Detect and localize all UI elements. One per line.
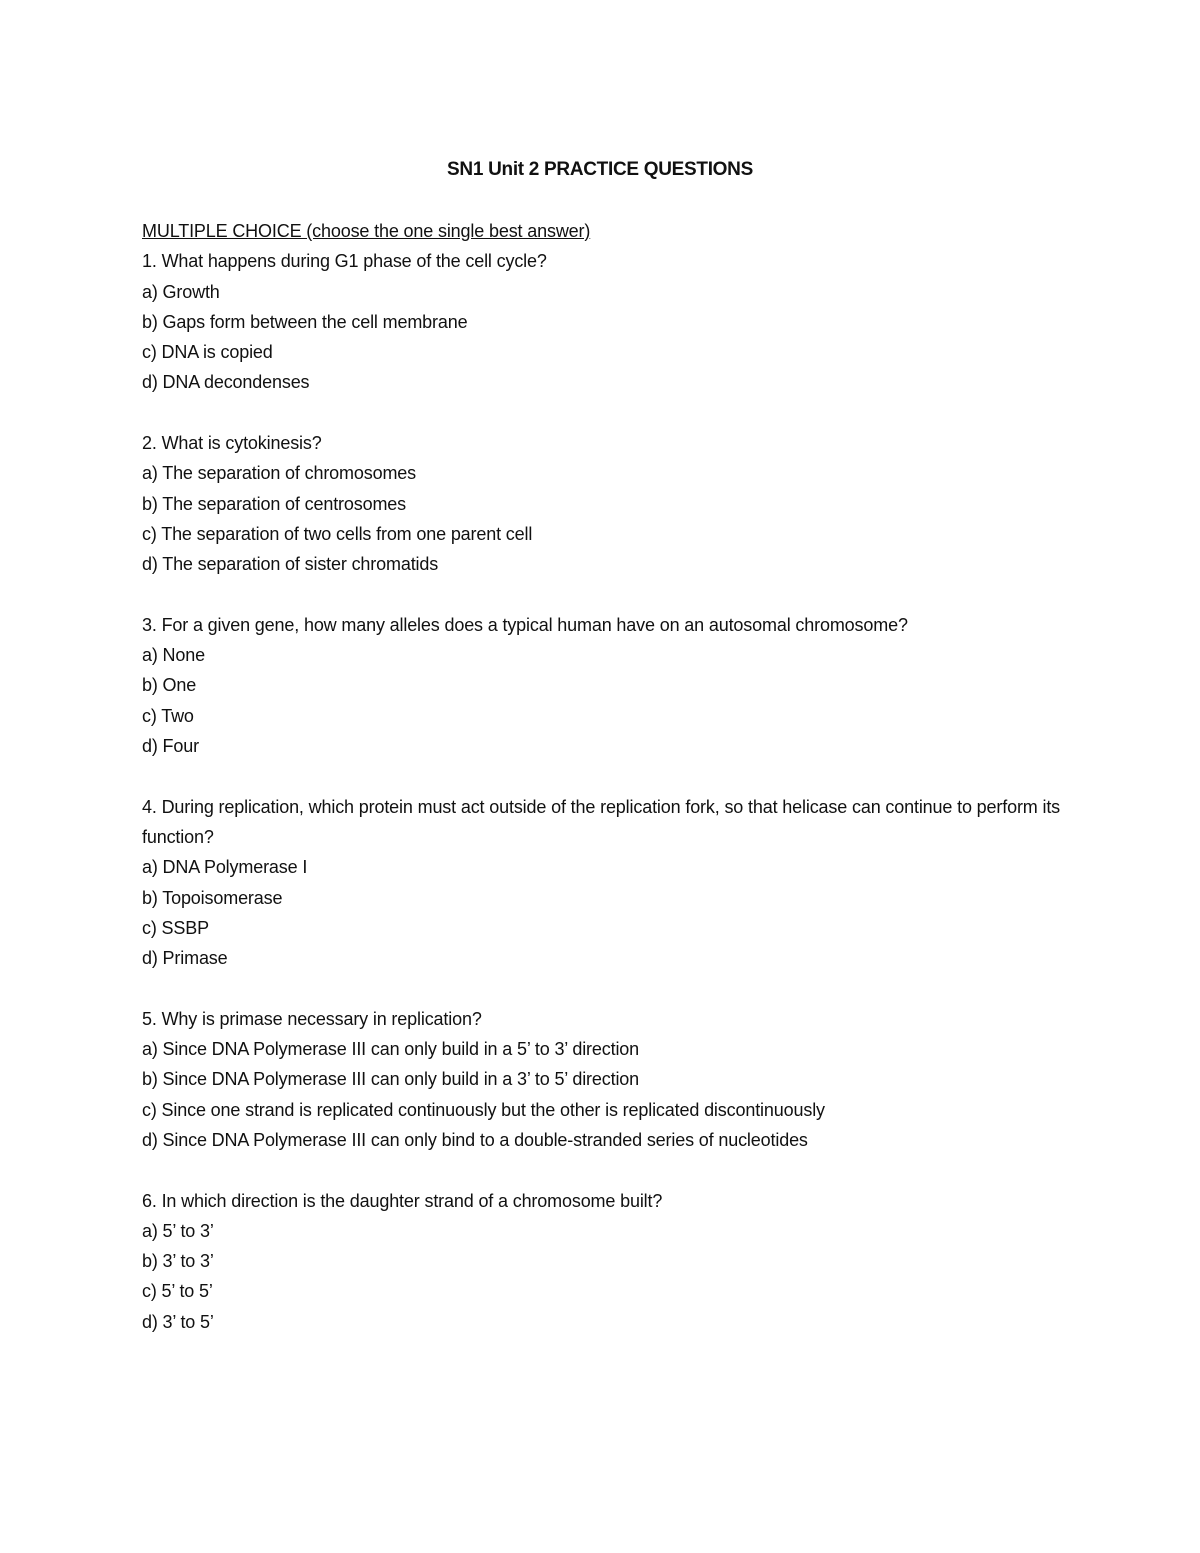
answer-option-b: b) The separation of centrosomes [142,493,407,514]
question-list [142,216,1072,1337]
answer-option-b: b) 3’ to 3’ [142,1251,214,1272]
question-text: 3. For a given gene, how many alleles does a typical human have on an autosomal chromosome? [142,614,908,635]
answer-option-c: c) 5’ to 5’ [142,1281,213,1302]
question-4 [142,792,1072,974]
question-text: 4. During replication, which protein must act outside of the replication fork, so that helicase can continue to perform its function? [142,796,1065,847]
answer-option-a: a) None [142,645,205,666]
answer-option-d: d) DNA decondenses [142,372,310,393]
answer-option-c: c) DNA is copied [142,342,273,363]
answer-option-c: c) The separation of two cells from one parent cell [142,523,533,544]
answer-option-d: d) The separation of sister chromatids [142,554,439,575]
answer-option-d: d) Since DNA Polymerase III can only bind to a double-stranded series of nucleotides [142,1129,808,1150]
answer-option-b: b) Gaps form between the cell membrane [142,311,468,332]
answer-option-d: d) Four [142,736,199,757]
answer-option-d: d) Primase [142,948,228,969]
question-2 [142,428,1072,579]
question-text: 1. What happens during G1 phase of the cell cycle? [142,251,547,272]
question-3 [142,610,1072,761]
question-6 [142,1186,1072,1337]
answer-option-c: c) Since one strand is replicated continuously but the other is replicated discontinuously [142,1099,825,1120]
document-title: SN1 Unit 2 PRACTICE QUESTIONS [447,159,753,180]
answer-option-c: c) SSBP [142,917,209,938]
answer-option-a: a) DNA Polymerase I [142,857,308,878]
answer-option-a: a) 5’ to 3’ [142,1220,214,1241]
answer-option-b: b) One [142,675,197,696]
answer-option-b: b) Topoisomerase [142,887,283,908]
instructions-text: MULTIPLE CHOICE (choose the one single best answer) [142,221,591,241]
answer-option-a: a) The separation of chromosomes [142,463,417,484]
answer-option-b: b) Since DNA Polymerase III can only build in a 3’ to 5’ direction [142,1069,640,1090]
answer-option-a: a) Since DNA Polymerase III can only build in a 5’ to 3’ direction [142,1039,640,1060]
answer-option-c: c) Two [142,705,194,726]
question-1 [142,246,1072,397]
question-text: 6. In which direction is the daughter strand of a chromosome built? [142,1190,663,1211]
question-5 [142,1004,1072,1155]
question-text: 2. What is cytokinesis? [142,433,322,454]
answer-option-d: d) 3’ to 5’ [142,1311,214,1332]
question-text: 5. Why is primase necessary in replication? [142,1008,482,1029]
answer-option-a: a) Growth [142,281,220,302]
